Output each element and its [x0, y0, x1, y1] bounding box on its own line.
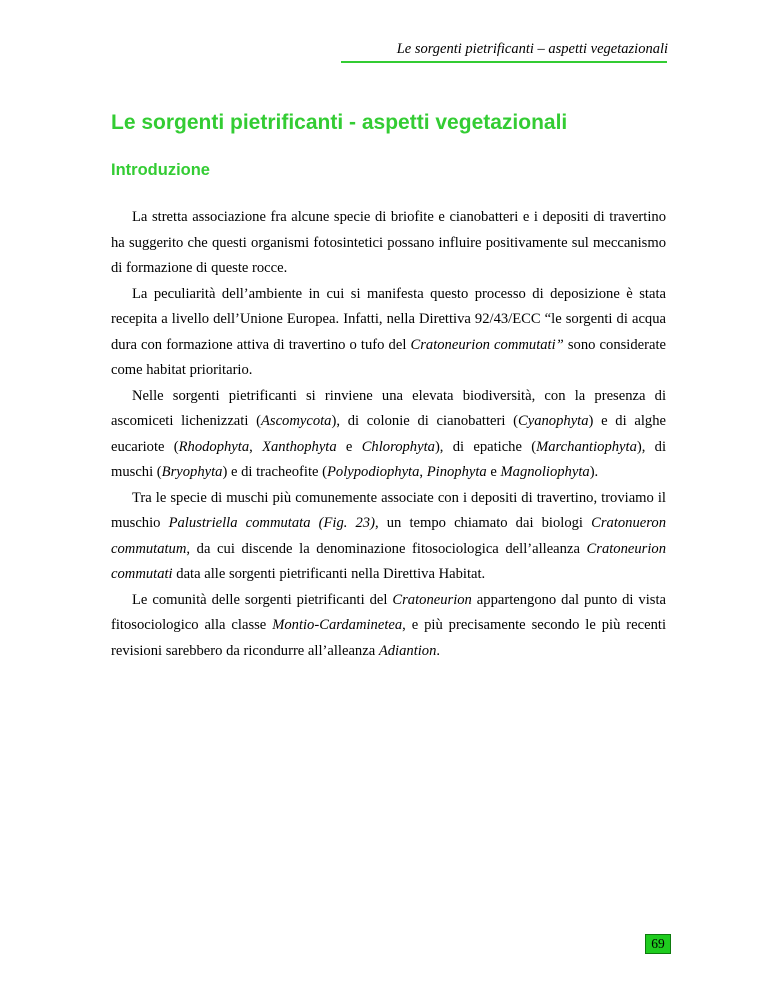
- taxon-name: Polypodiophyta: [327, 464, 420, 480]
- text-run: La stretta associazione fra alcune specie di briofite e cianobatteri e i depositi di travertino ha suggerito che questi organismi fotosintetici possano influire positivamente sul meccanismo di formazione di queste rocce.: [111, 209, 666, 276]
- text-run: , da cui discende la denominazione fitosociologica dell’alleanza: [186, 540, 587, 557]
- text-run: e: [336, 438, 362, 455]
- text-run: sono considerate come habitat prioritario.: [111, 336, 666, 378]
- taxon-name: Chlorophyta: [361, 438, 435, 455]
- text-run: , un tempo chiamato dai biologi: [374, 515, 592, 531]
- text-run: ).: [589, 464, 599, 480]
- text-run: data alle sorgenti pietrificanti nella Direttiva Habitat.: [172, 566, 486, 582]
- text-run: ) e di alghe eucariote (: [111, 413, 666, 455]
- taxon-name: Cyanophyta: [518, 413, 589, 429]
- text-run: , e più precisamente secondo le più recenti revisioni sarebbero da ricondurre all’alleanza: [111, 617, 666, 659]
- page-number: 69: [645, 934, 671, 954]
- page-title: Le sorgenti pietrificanti - aspetti vegetazionali: [111, 111, 568, 134]
- paragraph-3: [111, 384, 666, 486]
- text-run: .: [436, 642, 441, 659]
- running-header: Le sorgenti pietrificanti – aspetti vegetazionali: [396, 41, 668, 57]
- taxon-name: Xanthophyta: [262, 438, 337, 455]
- taxon-name: Palustriella commutata (Fig. 23): [168, 515, 375, 531]
- text-run: ) e di tracheofite (: [222, 464, 327, 480]
- text-run: ), di muschi (: [111, 438, 667, 480]
- text-run: ,: [249, 438, 263, 455]
- text-run: La peculiarità dell’ambiente in cui si manifesta questo processo di deposizione è stata recepita a livello dell’Unione Europea. Infatti, nella Direttiva 92/43/ECC “le sorgenti di acqua dura con formazione attiva di travertino o tufo del: [111, 285, 666, 353]
- paragraph-4: [111, 486, 666, 588]
- text-run: ,: [419, 464, 427, 480]
- taxon-name: Cratoneurion: [392, 591, 472, 608]
- taxon-name: Marchantiophyta: [536, 438, 637, 455]
- taxon-name: Cratoneurion commutati: [111, 540, 666, 582]
- text-run: e: [486, 464, 501, 480]
- text-run: Le comunità delle sorgenti pietrificanti del: [132, 591, 393, 608]
- text-run: ), di colonie di cianobatteri (: [331, 413, 518, 429]
- paragraph-1: [111, 205, 666, 282]
- taxon-name: Ascomycota: [260, 413, 332, 429]
- body-text: [111, 205, 666, 664]
- section-heading: Introduzione: [111, 161, 210, 179]
- text-run: Nelle sorgenti pietrificanti si rinviene una elevata biodiversità, con la presenza di ascomiceti lichenizzati (: [111, 387, 666, 429]
- text-run: Tra le specie di muschi più comunemente associate con i depositi di travertino, troviamo il muschio: [111, 489, 666, 531]
- taxon-name: Magnoliophyta: [500, 464, 590, 480]
- taxon-name: Cratonueron commutatum: [111, 515, 666, 557]
- taxon-name: Montio-Cardaminetea: [272, 617, 403, 633]
- text-run: appartengono dal punto di vista fitosociologico alla classe: [111, 591, 666, 633]
- taxon-name: Cratoneurion commutati”: [410, 336, 564, 353]
- paragraph-5: [111, 588, 666, 665]
- taxon-name: Rhodophyta: [178, 438, 250, 455]
- taxon-name: Bryophyta: [161, 464, 223, 480]
- taxon-name: Pinophyta: [426, 464, 487, 480]
- text-run: ), di epatiche (: [434, 438, 537, 455]
- header-rule: [341, 61, 667, 63]
- taxon-name: Adiantion: [378, 642, 437, 659]
- paragraph-2: [111, 282, 666, 384]
